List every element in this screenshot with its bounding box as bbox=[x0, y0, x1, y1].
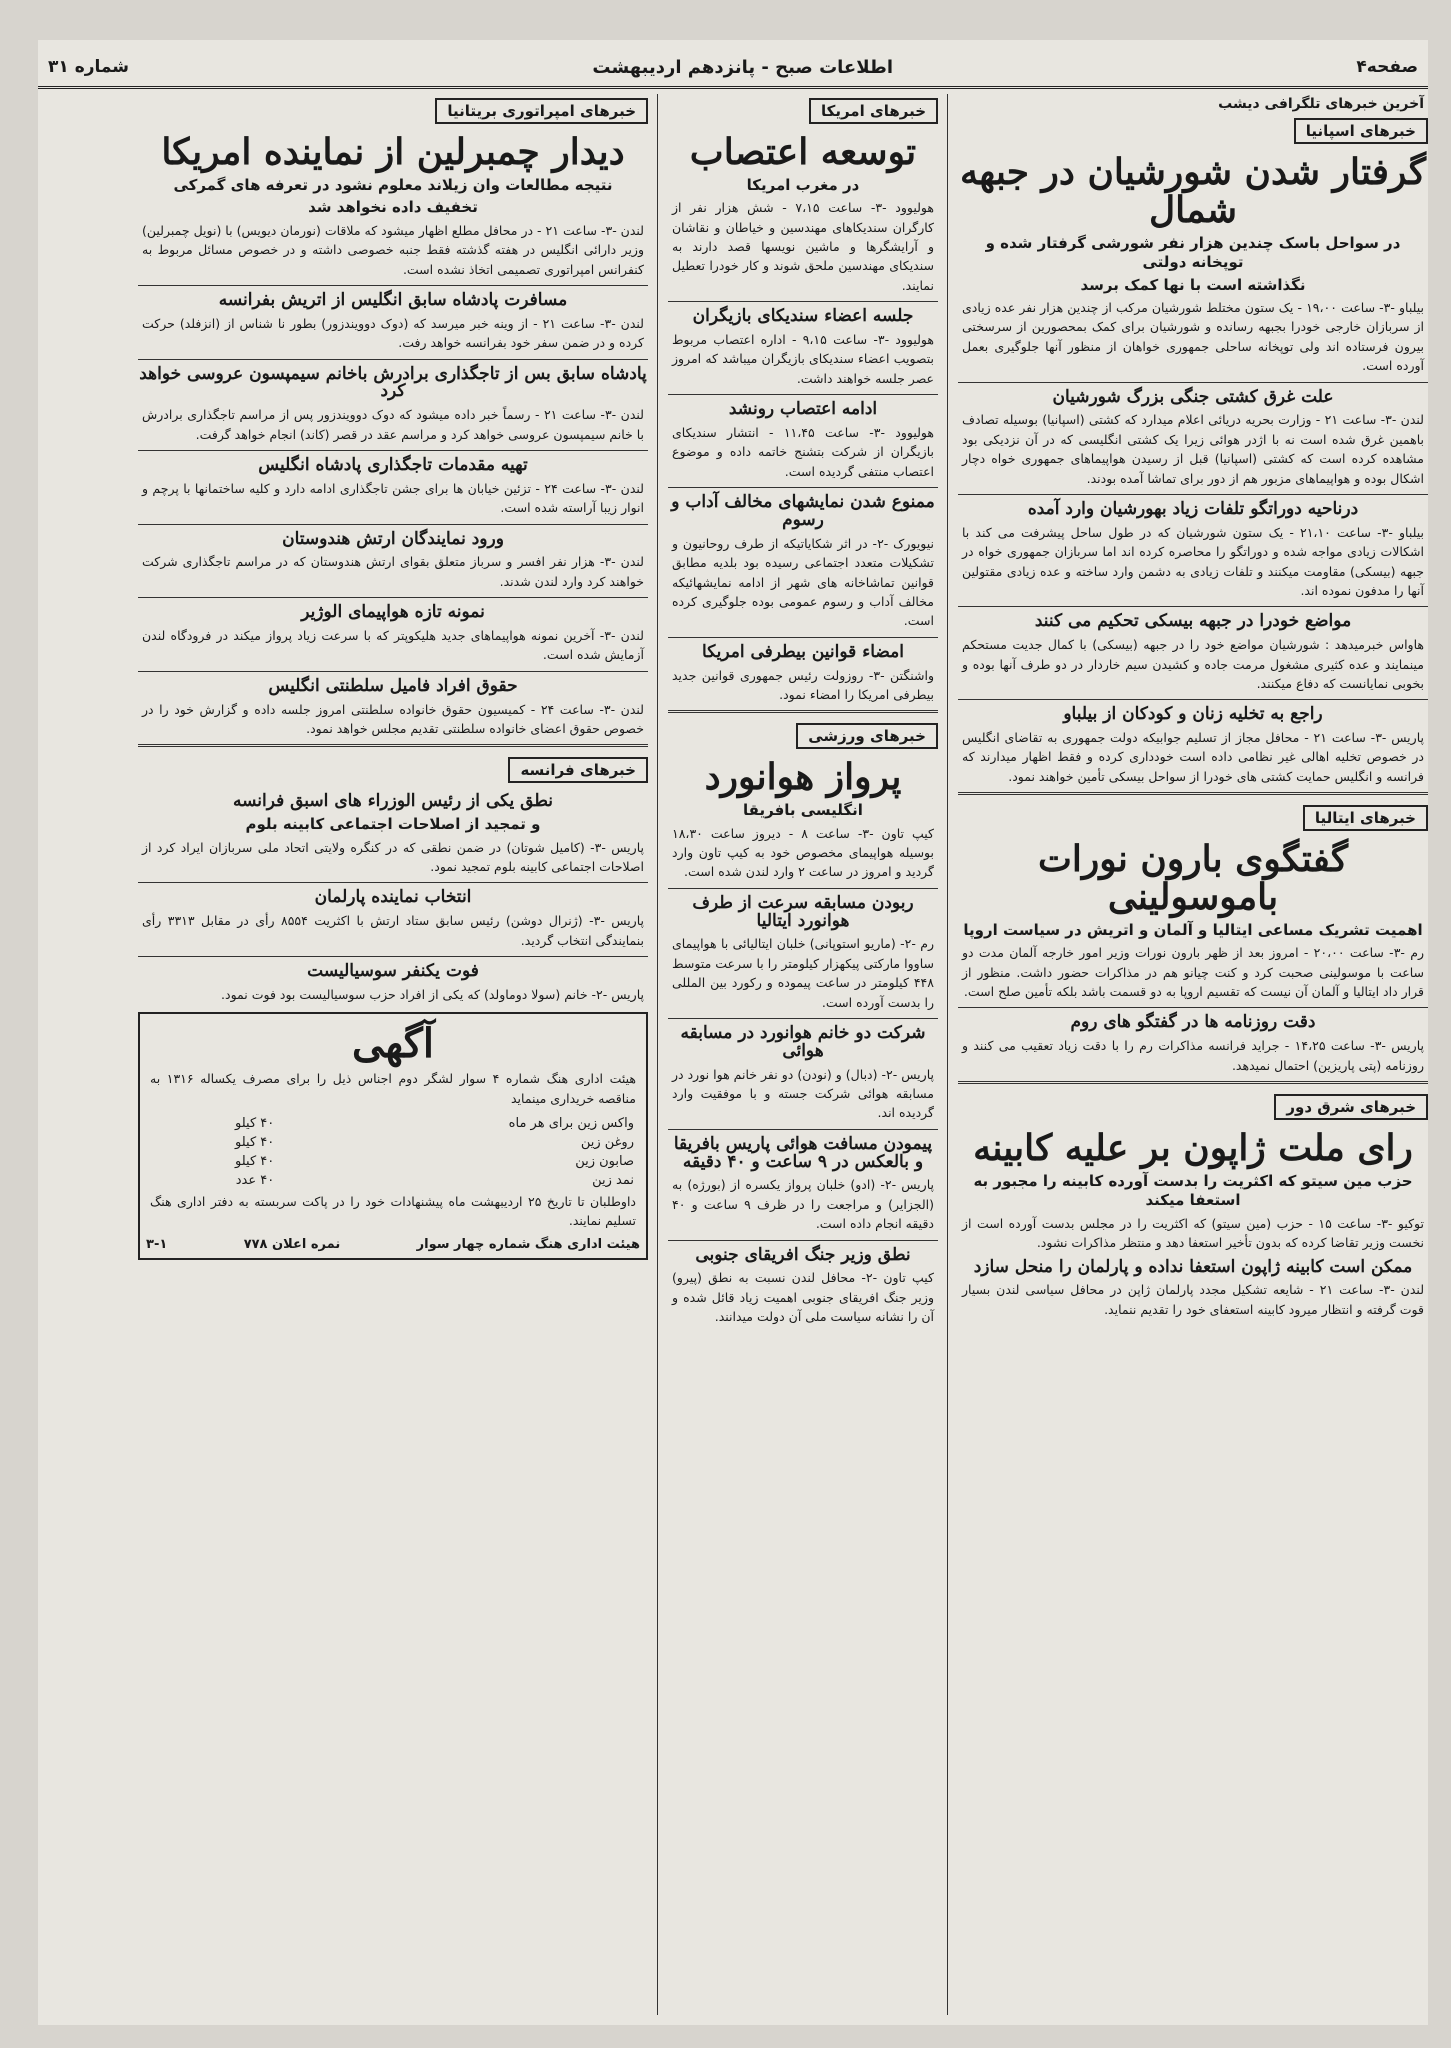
article-body: لندن -۳- ساعت ۲۴ - تزئین خیابان ها برای جشن تاجگذاری ادامه دارد و کلیه ساختمانها با پرچم و انوار زیبا آراسته شده است. bbox=[142, 480, 644, 516]
article-body: پاریس -۳- (ژنرال دوشن) رئیس سابق ستاد ارتش با اکثریت ۸۵۵۴ رأی در مقابل ۳۳۱۳ رأی بنمایندگی انتخاب گردید. bbox=[142, 913, 645, 948]
article-body: پاریس -۳- (کامیل شوتان) در ضمن نطقی که در کنگره ولایتی اتحاد ملی سربازان ایراد کرد از اصلاحات اجتماعی کابینه بلوم تمجید نمود. bbox=[142, 839, 644, 875]
ad-qty: ۴۰ کیلو bbox=[235, 1153, 275, 1169]
article-body: لندن -۳- آخرین نمونه هواپیماهای جدید هلیکوپتر که با سرعت زیاد پرواز میکند در فرودگاه لندن آزمایش شده است. bbox=[142, 627, 644, 663]
headline-coronation: تهیه مقدمات تاجگذاری پادشاه انگلیس bbox=[258, 454, 528, 475]
ad-item: صابون زین bbox=[575, 1153, 634, 1169]
article-body: لندن -۳- هزار نفر افسر و سرباز متعلق بقوای ارتش هندوستان که در مراسم تاجگذاری شرکت خواهند کرد وارد لندن شدند. bbox=[142, 554, 644, 589]
headline-women-aviators: شرکت دو خانم هوانورد در مسابقه هوائی bbox=[680, 1022, 926, 1061]
headline-japan-vote: رای ملت ژاپون بر علیه کابینه bbox=[973, 1127, 1413, 1170]
ad-row bbox=[146, 1133, 640, 1152]
paper-title: اطلاعات صبح - پانزدهم اردیبهشت bbox=[592, 56, 894, 78]
ad-qty: ۴۰ کیلو bbox=[235, 1134, 275, 1150]
ad-row bbox=[146, 1171, 640, 1190]
headline-simpson-wedding: پادشاه سابق بس از تاجگذاری برادرش باخانم سیمپسون عروسی خواهد کرد bbox=[139, 363, 647, 402]
headline-banned-shows: ممنوع شدن نمایشهای مخالف آداب و رسوم bbox=[671, 492, 935, 530]
ad-date: ۳-۱ bbox=[146, 1236, 168, 1252]
headline-speed-record: ربودن مسابقه سرعت از طرف هوانورد ایتالیا bbox=[692, 892, 914, 931]
column-divider bbox=[657, 94, 658, 2015]
subhead-chamberlain-1a: نتیجه مطالعات وان زیلاند معلوم نشود در تعرفه های گمرکی bbox=[173, 175, 613, 194]
article-body: رم -۳- ساعت ۲۰،۰۰ - امروز بعد از ظهر بارون نورات وزیر امور خارجه آلمان مدت دو ساعت با موسولینی صحبت کرد و کنت چیانو هم در مذاکرات حضور داشت. منظور از قرار داد ایتالیا و آلمان آن نیست که تقسیم اروپا به دو قسمت باشد بلکه تأمین صلح است. bbox=[962, 945, 1424, 1000]
article-body: بیلباو -۳- ساعت ۱۹،۰۰ - یک ستون مختلط شورشیان مرکب از چندین هزار نفر عده زیادی از سربازان خارجی خودرا بجبهه رسانده و شورشیان برای کمک بمحصورین از سرسختی بیرون فرستاده اند ولی توپخانه ساحلی جمهوری خواهان از منظور آنها جلوگیری بعمل آورده است. bbox=[962, 300, 1424, 374]
subhead-strike: در مغرب امریکا bbox=[746, 175, 860, 194]
kicker-top: آخرین خبرهای تلگرافی دیشب bbox=[1218, 96, 1424, 112]
column-right bbox=[958, 94, 1428, 2015]
article-body: کیپ تاون -۲- محافل لندن نسبت به نطق (پیرو) وزیر جنگ افریقای جنوبی اهمیت زیاد قائل شده و آن را نشانه سیاست ملی آن دولت میدانند. bbox=[672, 1270, 935, 1325]
article-body: لندن -۳- ساعت ۲۱ - رسماً خبر داده میشود که دوک دوویندزور پس از مراسم تاجگذاری برادرش با خانم سیمپسون عروسی خواهد کرد و مراسم عقد در قصر (کاند) انجام خواهد گرفت. bbox=[142, 407, 644, 442]
ad-title: آگهی bbox=[352, 1020, 434, 1068]
subhead-italy: اهمیت تشریک مساعی ایتالیا و آلمان و اتریش در سیاست اروپا bbox=[963, 920, 1423, 939]
article-body: پاریس -۳- ساعت ۱۴،۲۵ - جراید فرانسه مذاکرات رم را با دقت زیاد تعقیب می کنند و روزنامه (پتی پاریزین) احتمال نمیدهد. bbox=[962, 1038, 1424, 1073]
article-body: هولیوود -۳- ساعت ۷،۱۵ - شش هزار نفر از کارگران سندیکاهای مهندسین و خیاطان و نقاشان و آرایشگرها و ماشین نویسها قصد دارند به سندیکای مهندسین ملحق شوند و کار خودرا تعطیل نمایند. bbox=[672, 200, 934, 293]
section-britain: خبرهای امپراتوری بریتانیا bbox=[435, 98, 648, 124]
headline-election: انتخاب نماینده پارلمان bbox=[314, 887, 472, 908]
column-middle bbox=[668, 94, 938, 2015]
ad-item: نمد زین bbox=[592, 1172, 634, 1188]
ad-body: داوطلبان تا تاریخ ۲۵ اردیبهشت ماه پیشنهادات خود را در پاکت سربسته به دفتر اداری هنگ تسلیم نمایند. bbox=[150, 1193, 636, 1229]
headline-actors-union: جلسه اعضاء سندیکای بازیگران bbox=[692, 306, 914, 327]
newspaper-page bbox=[38, 40, 1428, 2025]
headline-neutrality: امضاء قوانین بیطرفی امریکا bbox=[702, 641, 904, 662]
article-body: لندن -۳- ساعت ۲۱ - وزارت بحریه دریائی اعلام میدارد که کشتی (اسپانیا) بوسیله تصادف باهمین غرق شده است نه با اژدر هوائی زیرا یک کشتی انگلیسی که در آن نزدیکی بود مشاهده کرده است که کشتی (اسپانیا) قبل از رسیدن هواپیماهای جمهوری خواه دچار اشکال بوده و هواپیماهای مزبور هم از دور برای تماشا آمده بودند. bbox=[962, 412, 1424, 486]
headline-royal-allowances: حقوق افراد فامیل سلطنتی انگلیس bbox=[268, 675, 518, 696]
headline-new-aircraft: نمونه تازه هواپیمای الوژیر bbox=[301, 602, 485, 623]
page-label: صفحه۴ bbox=[1356, 57, 1418, 77]
ad-row bbox=[146, 1152, 640, 1171]
ad-signature: هیئت اداری هنگ شماره چهار سوار bbox=[416, 1236, 640, 1252]
subhead-japan: حزب مین سیتو که اکثریت را بدست آورده کابینه را مجبور به استعفا میکند bbox=[973, 1171, 1413, 1210]
headline-aviator: پرواز هوانورد bbox=[704, 756, 902, 799]
section-france: خبرهای فرانسه bbox=[508, 757, 648, 783]
article-body: لندن -۳- ساعت ۲۱ - شایعه تشکیل مجدد پارلمان ژاپن در محافل سیاسی لندن بسیار قوت گرفته و انتظار میرود کابینه استعفای خود را تقدیم ننماید. bbox=[962, 1282, 1424, 1317]
ad-number: نمره اعلان ۷۷۸ bbox=[243, 1236, 341, 1252]
article-body: لندن -۳- ساعت ۲۱ - در محافل مطلع اظهار میشود که ملاقات (نورمان دیویس) با (نویل چمبرلین) وزیر دارائی انگلیس در هفته گذشته فقط جنبه خصوصی داشته و در خصوص مسائل مربوط به کنفرانس امپراتوری تصمیمی اتخاذ نشده است. bbox=[142, 222, 644, 277]
article-body: هولیوود -۳- ساعت ۹،۱۵ - اداره اعتصاب مربوط بتصویب اعضاء سندیکای بازیگران میباشد که امروز عصر جلسه خواهند داشت. bbox=[672, 332, 934, 386]
issue-number: شماره ۳۱ bbox=[48, 57, 130, 77]
column-left bbox=[138, 94, 648, 2015]
article-body: نیویورک -۲- در اثر شکایاتیکه از طرف روحانیون و تشکیلات متعدد اجتماعی رسیده بود بلدیه مطابق قوانین تماشاخانه های شهر از ادامه نمایشهائیکه مخالف آداب و رسوم عمومی بوده جلوگیری کرده است. bbox=[672, 535, 935, 629]
article-body: هاواس خبرمیدهد : شورشیان مواضع خود را در جبهه (بیسکی) با کمال جدیت مستحکم مینمایند و عده کثیری مشغول مرمت جاده و کشیدن سیم خاردار در دو طرف آنها بوده و بخوبی نمایانست که دفاع میکنند. bbox=[962, 637, 1424, 691]
article-body: توکیو -۳- ساعت ۱۵ - حزب (مین سیتو) که اکثریت را در مجلس بدست آورده است از نخست وزیر تقاضا کرده که بدون تأخیر استعفا دهد و منتظر مذاکرات نشود. bbox=[962, 1215, 1424, 1251]
column-divider bbox=[947, 94, 948, 2015]
headline-neurath-mussolini: گفتگوی بارون نورات باموسولینی bbox=[1037, 838, 1349, 919]
article-body: هولیوود -۳- ساعت ۱۱،۴۵ - انتشار سندیکای بازیگران از شرکت بتشنج خاتمه داده و موضوع اعتصاب منتفی گردیده است. bbox=[672, 424, 934, 479]
headline-biscay: مواضع خودرا در جبهه بیسکی تحکیم می کنند bbox=[1034, 611, 1352, 632]
headline-india-army: ورود نمایندگان ارتش هندوستان bbox=[282, 528, 504, 549]
ad-intro: هیئت اداری هنگ شماره ۴ سوار لشگر دوم اجناس ذیل را برای مصرف یکساله ۱۳۱۶ به مناقصه خریداری مینماید bbox=[150, 1071, 636, 1106]
section-far-east: خبرهای شرق دور bbox=[1274, 1094, 1428, 1120]
headline-socialist-death: فوت یکنفر سوسیالیست bbox=[307, 961, 479, 982]
ad-item: روغن زین bbox=[580, 1134, 634, 1150]
masthead bbox=[38, 48, 1428, 89]
headline-strike-continues: ادامه اعتصاب رونشد bbox=[728, 399, 878, 420]
headline-south-africa: نطق وزیر جنگ افریقای جنوبی bbox=[695, 1244, 911, 1265]
article-body: واشنگتن -۳- روزولت رئیس جمهوری قوانین جدید بیطرفی امریکا را امضاء نمود. bbox=[672, 667, 934, 702]
headline-ship-sinking: علت غرق کشتی جنگی بزرگ شورشیان bbox=[1052, 386, 1334, 407]
subhead-blum: و تمجید از اصلاحات اجتماعی کابینه بلوم bbox=[245, 815, 541, 834]
section-sports: خبرهای ورزشی bbox=[796, 723, 938, 749]
article-body: لندن -۳- ساعت ۲۴ - کمیسیون حقوق خانواده سلطنتی امروز جلسه داده و گزارش خود را در خصوص حقوق اعضای خانواده سلطنتی تقدیم مجلس خواهد نمود. bbox=[142, 701, 644, 736]
article-body: بیلباو -۳- ساعت ۲۱،۱۰ - یک ستون شورشیان که در طول ساحل پیشرفت می کند با اشکالات زیادی مواجه شده و دوراتگو را محاصره کرده اند اما سربازان جمهوری خواه در جبهه (بیسکی) مقاومت میکنند و تلفات زیادی به دشمن وارد ساخته و عده زیادی مقتولین آنها را مدفون نموده اند. bbox=[962, 524, 1424, 598]
headline-rome-talks: دقت روزنامه ها در گفتگو های روم bbox=[1070, 1012, 1316, 1033]
article-body: رم -۲- (ماریو استوپانی) خلبان ایتالیائی با هواپیمای ساووا مارکتی پیکهزار کیلومتر را با سرعت متوسط ۴۴۸ کیلومتر در ساعت پیموده و رکورد بین المللی را بدست آورده است. bbox=[672, 936, 934, 1010]
article-body: پاریس -۲- (ادو) خلبان پرواز یکسره از (بورژه) به (الجزایر) و مراجعت را در ظرف ۹ ساعت و ۴۰ دقیقه انجام داده است. bbox=[672, 1177, 934, 1232]
section-america: خبرهای امریکا bbox=[809, 98, 938, 124]
headline-paris-africa: پیمودن مسافت هوائی پاریس بافریقا و بالعکس در ۹ ساعت و ۴۰ دقیقه bbox=[673, 1133, 933, 1172]
subhead-spain-1b: نگذاشته است با نها کمک برسد bbox=[1080, 275, 1306, 294]
article-body: پاریس -۲- (دبال) و (نودن) دو نفر خانم هوا نورد در مسابقه هوائی شرکت جسته و با موفقیت وارد گردیده اند. bbox=[672, 1066, 934, 1121]
ad-table bbox=[146, 1114, 640, 1190]
subhead-aviator: انگلیسی بافریقا bbox=[743, 801, 863, 820]
advertisement bbox=[138, 1012, 648, 1260]
article-body: پاریس -۳- ساعت ۲۱ - محافل مجاز از تسلیم جوابیکه دولت جمهوری به تقاضای انگلیس در خصوص تخلیه اهالی غیر نظامی داده است خودداری کرده و فقط اظهار میدارند که فرانسه و انگلیس حمایت کشتی های خودرا از سواحل بیسکی تأمین خواهند نمود. bbox=[962, 730, 1424, 784]
ad-row bbox=[146, 1114, 640, 1133]
headline-japan-parliament: ممکن است کابینه ژاپون استعفا نداده و پارلمان را منحل سازد bbox=[973, 1256, 1413, 1277]
headline-chamberlain: دیدار چمبرلین از نماینده امریکا bbox=[161, 131, 625, 173]
headline-evacuation: راجع به تخلیه زنان و کودکان از بیلباو bbox=[1063, 704, 1323, 725]
article-body: لندن -۳- ساعت ۲۱ - از وینه خبر میرسد که (دوک دوویندزور) بطور نا شناس از (انزفلد) حرکت کرده و در ضمن سفر خود بفرانسه خواهد رفت. bbox=[142, 315, 644, 351]
ad-qty: ۴۰ عدد bbox=[235, 1172, 275, 1188]
ad-qty: ۴۰ کیلو bbox=[235, 1115, 275, 1131]
headline-former-pm-speech: نطق یکی از رئیس الوزراء های اسبق فرانسه bbox=[232, 791, 554, 812]
ad-item: واکس زین برای هر ماه bbox=[508, 1115, 634, 1131]
subhead-spain-1a: در سواحل باسک چندین هزار نفر شورشی گرفتار شده و توپخانه دولتی bbox=[985, 233, 1401, 272]
subhead-chamberlain-1b: تخفیف داده نخواهد شد bbox=[308, 198, 478, 217]
article-body: کیپ تاون -۳- ساعت ۸ - دیروز ساعت ۱۸،۳۰ بوسیله هواپیمای مخصوص خود به کیپ تاون وارد گردید و امروز در ساعت ۲ وارد لندن شده است. bbox=[672, 825, 934, 880]
headline-strike: توسعه اعتصاب bbox=[689, 131, 917, 173]
headline-former-king-travel: مسافرت پادشاه سابق انگلیس از اتریش بفرانسه bbox=[218, 289, 568, 310]
section-spain: خبرهای اسپانیا bbox=[1294, 118, 1428, 144]
article-body: پاریس -۲- خانم (سولا دوماولد) که یکی از افراد حزب سوسیالیست بود فوت نمود. bbox=[221, 986, 644, 1002]
headline-durango: درناحیه دوراتگو تلفات زیاد بهورشیان وارد آمده bbox=[1027, 498, 1359, 519]
headline-spain-north: گرفتار شدن شورشیان در جبهه شمال bbox=[959, 151, 1427, 231]
ad-footer bbox=[146, 1237, 640, 1252]
section-italy: خبرهای ایتالیا bbox=[1303, 805, 1428, 831]
